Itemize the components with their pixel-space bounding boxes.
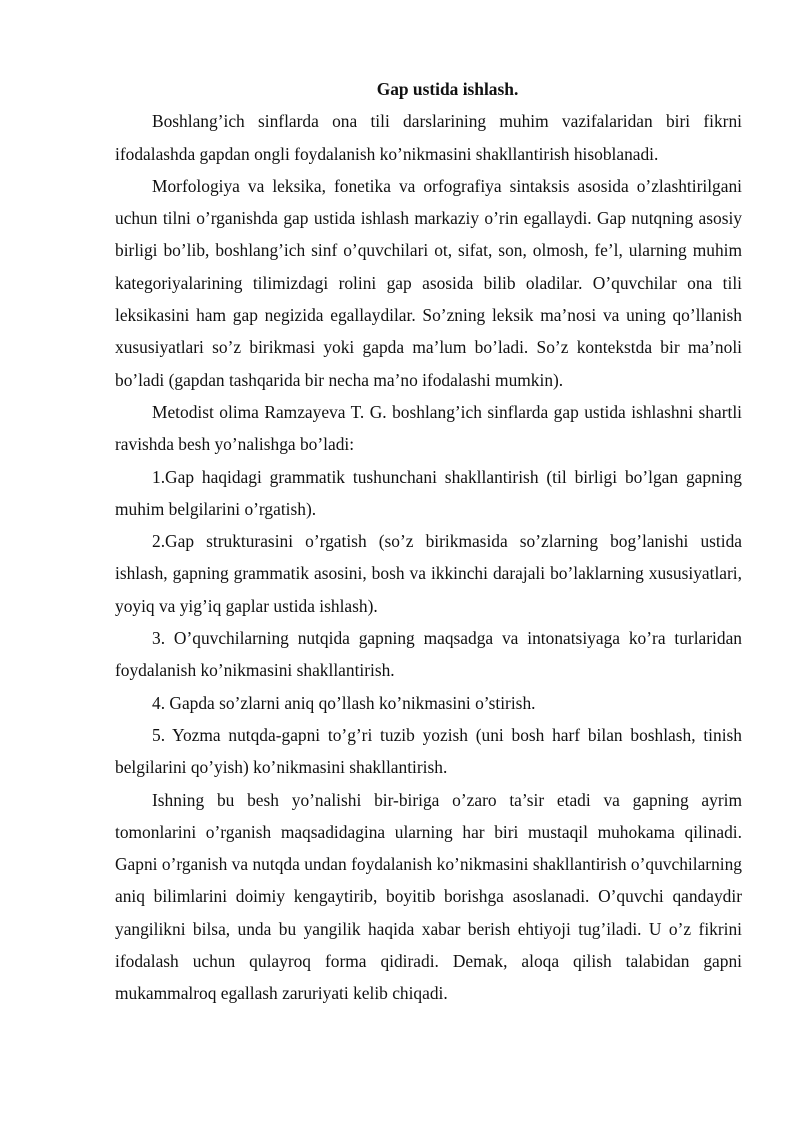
paragraph-morphology: Morfologiya va leksika, fonetika va orfografiya sintaksis asosida o’zlashtirilgani uchun tilni o’rganishda gap ustida ishlash markaziy o’rin egallaydi. Gap nutqning asosiy birligi bo’lib, boshlang’ich sinf o’quvchilari ot, sifat, son, olmosh, fe’l, ularning muhim kategoriyalarining tilimizdagi rolini gap asosida bilib oladilar. O’quvchilar ona tili leksikasini ham gap negizida egallaydilar. So’zning leksik ma’nosi va uning qo’llanish xususiyatlari so’z birikmasi yoki gapda ma’lum bo’ladi. So’z kontekstda bir ma’noli bo’ladi (gapdan tashqarida bir necha ma’no ifodalashi mumkin). (115, 175, 742, 390)
list-item-5: 5. Yozma nutqda-gapni to’g’ri tuzib yozish (uni bosh harf bilan boshlash, tinish belgilarini qo’yish) ko’nikmasini shakllantirish. (115, 724, 742, 778)
document-title: Gap ustida ishlash. (376, 79, 519, 99)
paragraph-conclusion: Ishning bu besh yo’nalishi bir-biriga o’zaro ta’sir etadi va gapning ayrim tomonlarini o’rganish maqsadidagina ularning har biri mustaqil muhokama qilinadi. Gapni o’rganish va nutqda undan foydalanish ko’nikmasini shakllantirish o’quvchilarning aniq bilimlarini doimiy kengaytirib, boyitib borishga asoslanadi. O’quvchi qandaydir yangilikni bilsa, unda bu yangilik haqida xabar berish ehtiyoji tug’iladi. U o’z fikrini ifodalash uchun qulayroq forma qidiradi. Demak, aloqa qilish talabidan gapni mukammalroq egallash zaruriyati kelib chiqadi. (115, 789, 742, 1004)
document-page (115, 73, 742, 1010)
list-item-1: 1.Gap haqidagi grammatik tushunchani shakllantirish (til birligi bo’lgan gapning muhim belgilarini o’rgatish). (115, 466, 742, 519)
paragraph-ramzayeva: Metodist olima Ramzayeva T. G. boshlang’ich sinflarda gap ustida ishlashni shartli ravishda besh yo’nalishga bo’ladi: (115, 401, 742, 455)
paragraph-intro: Boshlang’ich sinflarda ona tili darslarining muhim vazifalaridan biri fikrni ifodalashda gapdan ongli foydalanish ko’nikmasini shakllantirish hisoblanadi. (115, 111, 742, 164)
list-item-3: 3. O’quvchilarning nutqida gapning maqsadga va intonatsiyaga ko’ra turlaridan foydalanish ko’nikmasini shakllantirish. (115, 628, 742, 681)
list-item-4: 4. Gapda so’zlarni aniq qo’llash ko’nikmasini o’stirish. (152, 692, 536, 713)
list-item-2: 2.Gap strukturasini o’rgatish (so’z birikmasida so’zlarning bog’lanishi ustida ishlash, gapning grammatik asosini, bosh va ikkinchi darajali bo’laklarning xususiyatlari, yoyiq va yig’iq gaplar ustida ishlash). (115, 531, 742, 616)
